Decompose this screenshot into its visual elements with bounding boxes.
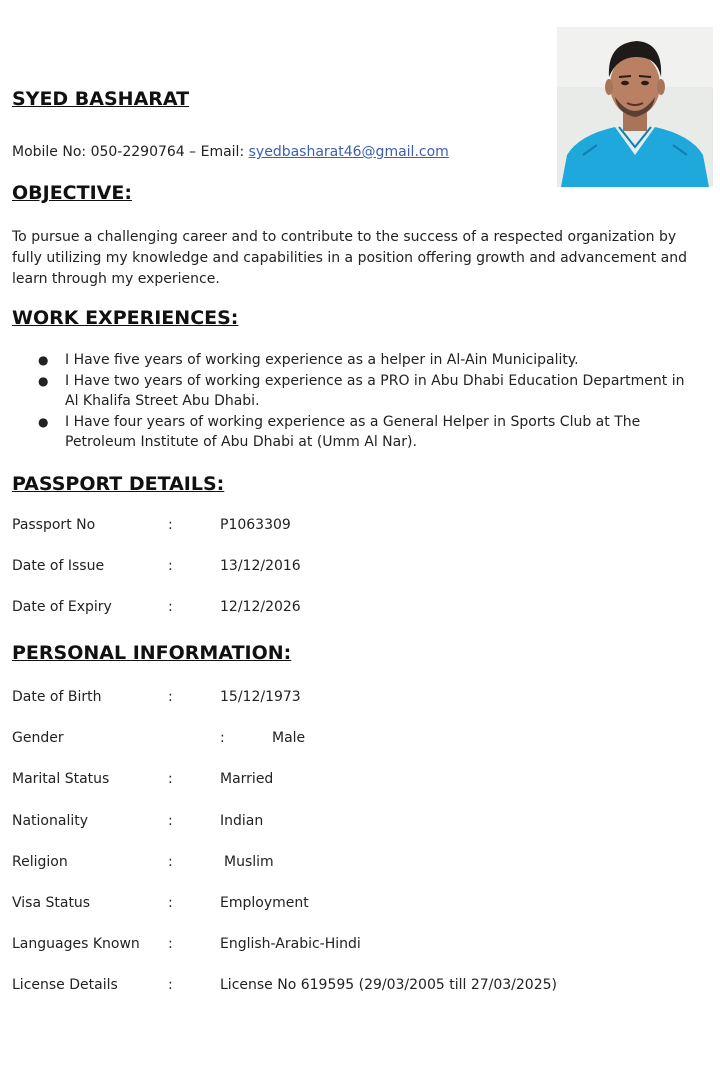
personal-information-heading: PERSONAL INFORMATION: xyxy=(12,642,292,664)
field-label: Date of Issue xyxy=(12,558,105,574)
mobile-text: Mobile No: 050-2290764 – Email: xyxy=(12,144,249,160)
date-of-birth-row xyxy=(12,689,702,711)
contact-line xyxy=(12,144,449,160)
field-separator: : xyxy=(220,730,225,746)
email-link[interactable]: syedbasharat46@gmail.com xyxy=(248,144,449,160)
field-label: Date of Birth xyxy=(12,689,102,705)
field-label: Visa Status xyxy=(12,895,91,911)
field-label: Marital Status xyxy=(12,771,110,787)
religion-row xyxy=(12,854,702,876)
candidate-name: SYED BASHARAT xyxy=(12,88,190,110)
marital-status-row xyxy=(12,771,702,793)
field-separator: : xyxy=(168,558,173,574)
field-separator: : xyxy=(168,977,173,993)
field-label: Nationality xyxy=(12,813,89,829)
field-separator: : xyxy=(168,771,173,787)
field-separator: : xyxy=(168,936,173,952)
objective-heading: OBJECTIVE: xyxy=(12,182,132,204)
license-details-row xyxy=(12,977,702,999)
passport-heading: PASSPORT DETAILS: xyxy=(12,473,225,495)
work-experience-item: ● I Have two years of working experience as a PRO in Abu Dhabi Education Department in Al Khalifa Street Abu Dhabi. xyxy=(12,371,702,412)
visa-status-row xyxy=(12,895,702,917)
field-value: Indian xyxy=(220,813,264,829)
field-label: Religion xyxy=(12,854,68,870)
field-label: Passport No xyxy=(12,517,96,533)
languages-known-row xyxy=(12,936,702,958)
field-value: 13/12/2016 xyxy=(220,558,301,574)
gender-row xyxy=(12,730,702,752)
passport-no-row xyxy=(12,517,702,539)
field-value: 15/12/1973 xyxy=(220,689,301,705)
field-separator: : xyxy=(168,517,173,533)
field-value: License No 619595 (29/03/2005 till 27/03/2025) xyxy=(220,977,557,993)
field-value: Muslim xyxy=(224,854,274,870)
work-experience-heading: WORK EXPERIENCES: xyxy=(12,307,239,329)
profile-photo xyxy=(557,27,713,187)
field-label: Date of Expiry xyxy=(12,599,112,615)
field-separator: : xyxy=(168,599,173,615)
date-of-issue-row xyxy=(12,558,702,580)
field-label: Gender xyxy=(12,730,64,746)
field-value: Male xyxy=(272,730,306,746)
field-separator: : xyxy=(168,813,173,829)
field-separator: : xyxy=(168,689,173,705)
field-value: English-Arabic-Hindi xyxy=(220,936,361,952)
work-experience-item: ● I Have five years of working experience as a helper in Al-Ain Municipality. xyxy=(12,350,702,371)
objective-text: To pursue a challenging career and to contribute to the success of a respected organization by fully utilizing my knowledge and capabilities in a position offering growth and advancement and learn through my experience. xyxy=(12,229,688,287)
field-value: Employment xyxy=(220,895,309,911)
nationality-row xyxy=(12,813,702,835)
work-experience-item: ● I Have four years of working experience as a General Helper in Sports Club at The Petroleum Institute of Abu Dhabi at (Umm Al Nar). xyxy=(12,412,702,453)
field-value: P1063309 xyxy=(220,517,291,533)
work-experience-list xyxy=(12,350,702,453)
field-separator: : xyxy=(168,895,173,911)
field-label: License Details xyxy=(12,977,118,993)
field-label: Languages Known xyxy=(12,936,140,952)
field-separator: : xyxy=(168,854,173,870)
field-value: 12/12/2026 xyxy=(220,599,301,615)
date-of-expiry-row xyxy=(12,599,702,621)
field-value: Married xyxy=(220,771,274,787)
